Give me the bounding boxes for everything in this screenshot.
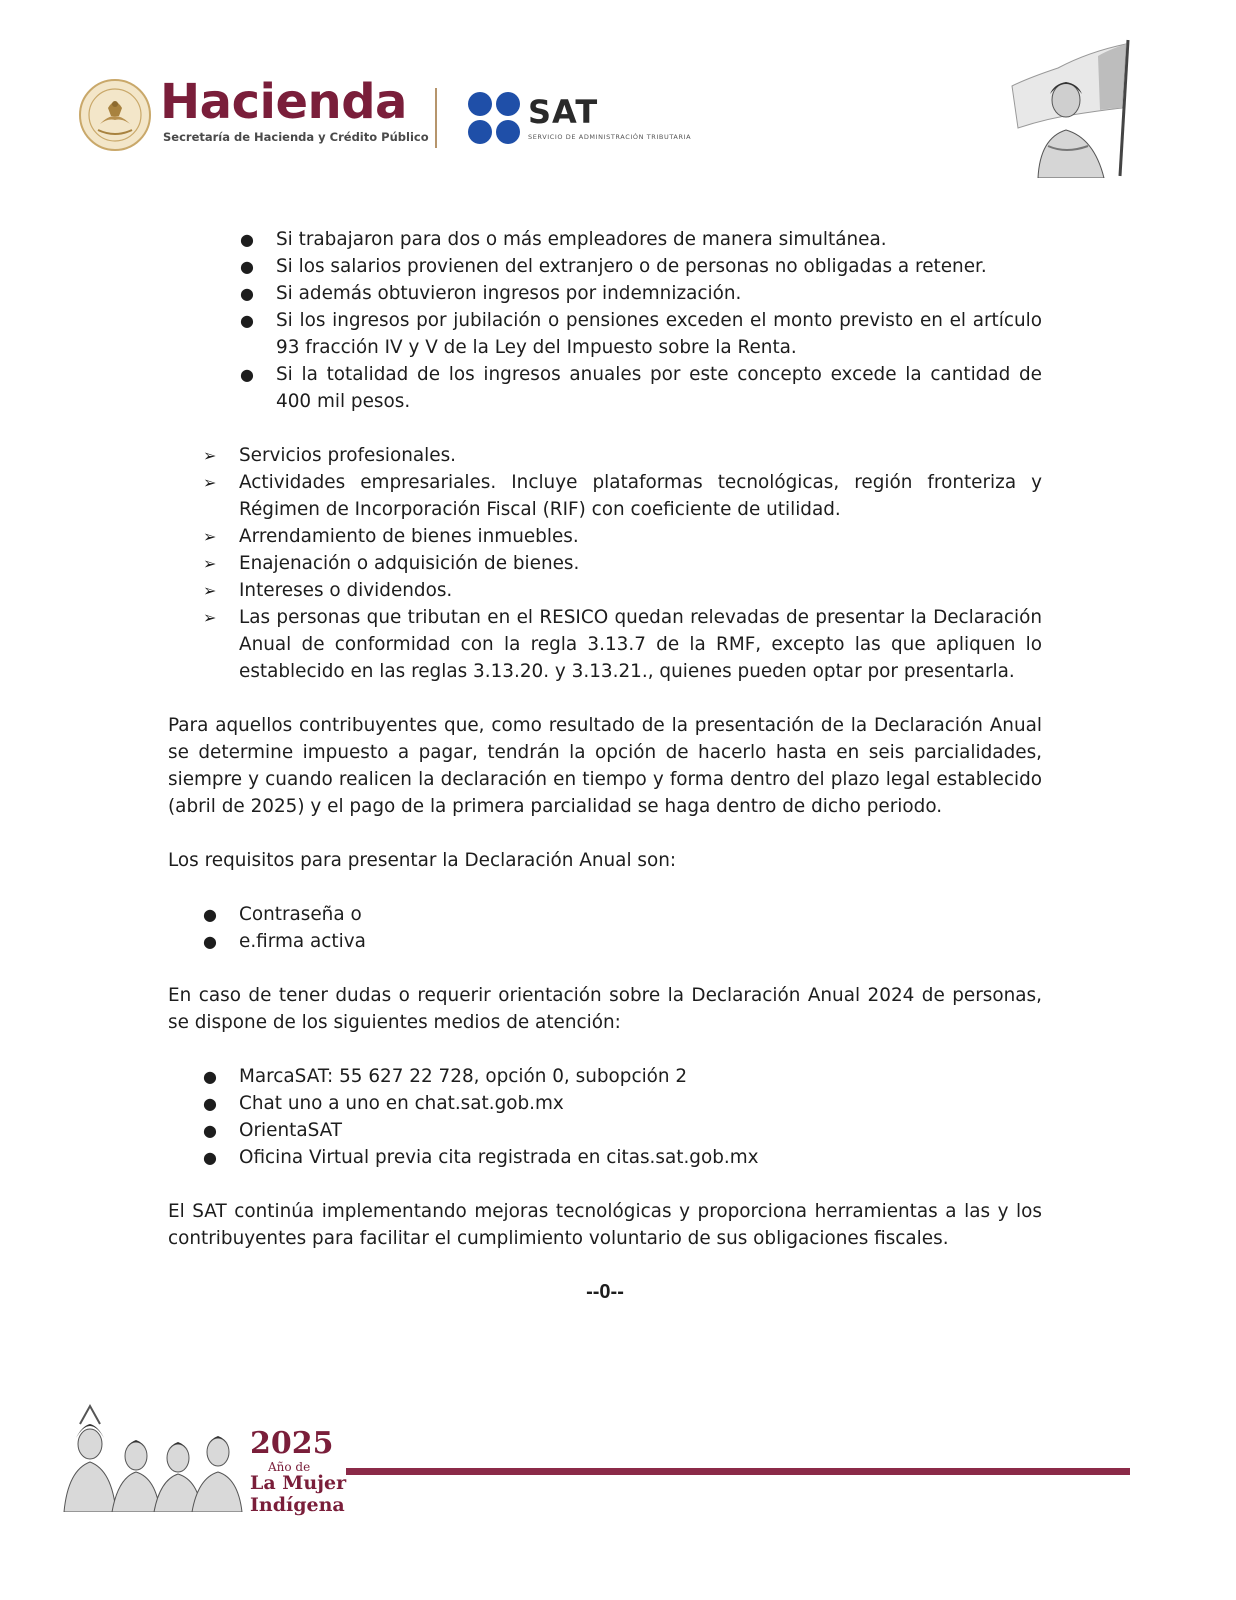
arrow-bullet-icon: ➢ [203, 473, 217, 492]
bullet-dot-icon: ● [203, 1094, 217, 1113]
list-item: ➢ Intereses o dividendos. [203, 577, 1042, 604]
list-item: ➢ Las personas que tributan en el RESICO quedan relevadas de presentar la Declaración Anual de conformidad con la regla 3.13.7 de la RMF, excepto las que apliquen lo establecido en las reglas 3.13.20. y 3.13.21., quienes pueden optar por presentarla. [203, 604, 1042, 685]
arrow-bullet-icon: ➢ [203, 554, 217, 573]
footer-la-mujer: La Mujer [250, 1472, 347, 1494]
list-item: ● Chat uno a uno en chat.sat.gob.mx [203, 1090, 1042, 1117]
bullet-dot-icon: ● [240, 257, 254, 276]
footer-year: 2025 [250, 1426, 334, 1461]
arrow-bullet-icon: ➢ [203, 446, 217, 465]
arrow-bullet-icon: ➢ [203, 527, 217, 546]
support-channels-list [203, 1063, 1042, 1171]
installments-paragraph: Para aquellos contribuyentes que, como resultado de la presentación de la Declaración Anual se determine impuesto a pagar, tendrán la opción de hacerlo hasta en seis parcialidades, siempre y cuando realicen la declaración en tiempo y forma dentro del plazo legal establecido (abril de 2025) y el pago de la primera parcialidad se haga dentro de dicho periodo. [168, 715, 1042, 817]
list-item: ● Si los salarios provienen del extranjero o de personas no obligadas a retener. [240, 253, 1042, 280]
sat-subtitle: SERVICIO DE ADMINISTRACIÓN TRIBUTARIA [528, 133, 692, 141]
list-item: ● OrientaSAT [203, 1117, 1042, 1144]
bullet-dot-icon: ● [203, 1148, 217, 1167]
woman-with-flag-illustration-icon [1008, 38, 1142, 178]
list-item: ● MarcaSAT: 55 627 22 728, opción 0, subopción 2 [203, 1063, 1042, 1090]
arrow-bullet-icon: ➢ [203, 608, 217, 627]
header-divider [435, 88, 437, 148]
end-marker: --0-- [586, 1281, 624, 1303]
hacienda-subtitle: Secretaría de Hacienda y Crédito Público [163, 130, 429, 144]
list-item: ● Si los ingresos por jubilación o pensiones exceden el monto previsto en el artículo 93 fracción IV y V de la Ley del Impuesto sobre la Renta. [240, 307, 1042, 361]
indigenous-women-illustration-icon [62, 1400, 244, 1512]
arrow-bullet-icon: ➢ [203, 581, 217, 600]
footer-rule [346, 1468, 1130, 1475]
page-header [0, 0, 1236, 200]
list-item: ➢ Enajenación o adquisición de bienes. [203, 550, 1042, 577]
bullet-dot-icon: ● [203, 905, 217, 924]
bullet-dot-icon: ● [240, 365, 254, 384]
salary-conditions-list [240, 226, 1042, 415]
requirements-list [203, 901, 1042, 955]
list-item: ● Si la totalidad de los ingresos anuales por este concepto excede la cantidad de 400 mil pesos. [240, 361, 1042, 415]
footer-ano-de: Año de [268, 1460, 311, 1474]
sat-title: SAT [528, 93, 599, 131]
bullet-dot-icon: ● [203, 932, 217, 951]
list-item: ➢ Arrendamiento de bienes inmuebles. [203, 523, 1042, 550]
list-item: ➢ Servicios profesionales. [203, 442, 1042, 469]
footer-indigena: Indígena [250, 1494, 345, 1516]
bullet-dot-icon: ● [240, 311, 254, 330]
support-intro: En caso de tener dudas o requerir orientación sobre la Declaración Anual 2024 de personas, se dispone de los siguientes medios de atención: [168, 985, 1042, 1033]
list-item: ● e.firma activa [203, 928, 1042, 955]
income-types-list [203, 442, 1042, 685]
sat-logo-icon [466, 90, 522, 146]
bullet-dot-icon: ● [240, 230, 254, 249]
list-item: ● Si además obtuvieron ingresos por indemnización. [240, 280, 1042, 307]
list-item: ➢ Actividades empresariales. Incluye plataformas tecnológicas, región fronteriza y Régimen de Incorporación Fiscal (RIF) con coeficiente de utilidad. [203, 469, 1042, 523]
bullet-dot-icon: ● [203, 1121, 217, 1140]
list-item: ● Oficina Virtual previa cita registrada en citas.sat.gob.mx [203, 1144, 1042, 1171]
bullet-dot-icon: ● [203, 1067, 217, 1086]
bullet-dot-icon: ● [240, 284, 254, 303]
list-item: ● Si trabajaron para dos o más empleadores de manera simultánea. [240, 226, 1042, 253]
closing-paragraph: El SAT continúa implementando mejoras tecnológicas y proporciona herramientas a las y los contribuyentes para facilitar el cumplimiento voluntario de sus obligaciones fiscales. [168, 1201, 1042, 1249]
list-item: ● Contraseña o [203, 901, 1042, 928]
document-body [168, 226, 1042, 1306]
requirements-intro: Los requisitos para presentar la Declaración Anual son: [168, 850, 677, 871]
coat-of-arms-seal-icon [78, 78, 152, 152]
hacienda-title: Hacienda [160, 74, 407, 130]
